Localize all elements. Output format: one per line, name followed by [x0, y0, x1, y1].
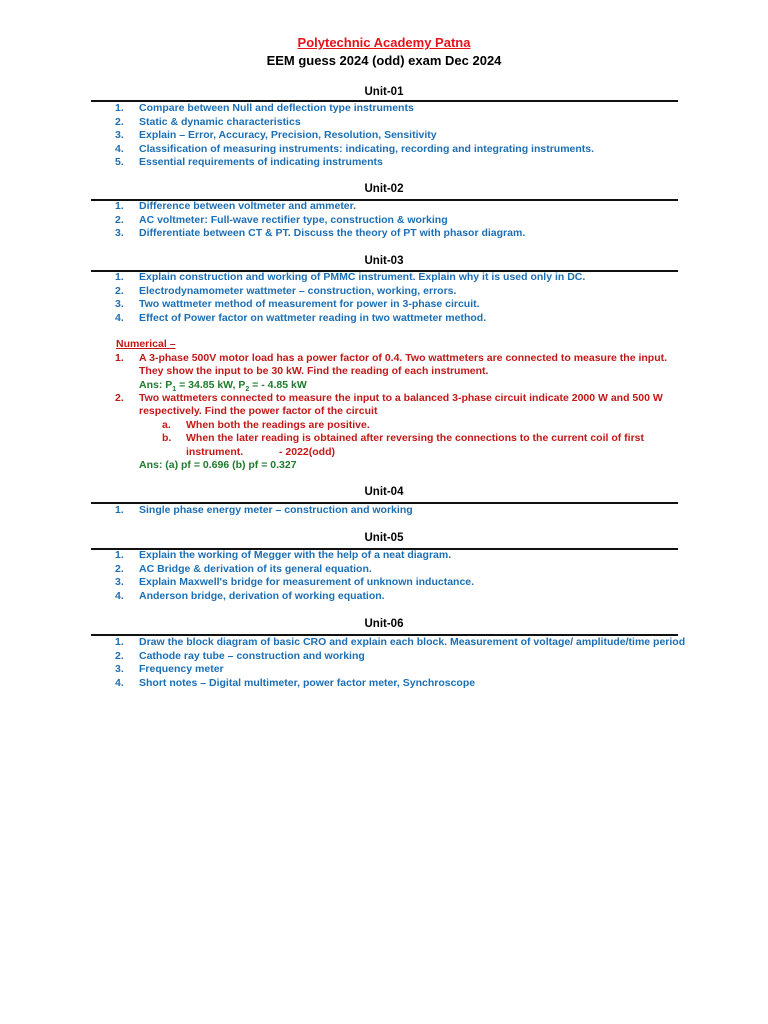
unit-02-heading: Unit-02	[364, 183, 404, 195]
unit-04-heading: Unit-04	[364, 486, 404, 498]
numerical-heading: Numerical –	[116, 338, 176, 350]
document-page: Polytechnic Academy Patna EEM guess 2024 (odd) exam Dec 2024 Unit-01 1. Compare between Null and deflection type instruments 2. Static & dynamic characteristics 3. Explain – Error, Accuracy, Precision, Resolution, Sensitivity 4. Classification of measuring instruments: indicating, recording and integrating instruments. 5. Essential requirements of indicating instruments Unit-02 1. Difference between voltmeter and ammeter. 2. AC voltmeter: Full-wave rectifier type, construction & working 3. Differentiate between CT & PT. Discuss the theory of PT with phasor diagram. Unit-03 1. Explain construction and working of PMMC instrument. Explain why it is used only in DC. 2. Electrodynamometer wattmeter – construction, working, errors. 3. Two wattmeter method of measurement for power in 3-phase circuit. 4. Effect of Power factor on wattmeter reading in two wattmeter method. Numerical – 1. A 3-phase 500V motor load has a power factor of 0.4. Two wattmeters are connected to measure the input. They show the input to be 30 kW. Find the reading of each instrument. Ans: $P_1 = 34.85$ kW, $P_2$ = - 4.85 kW 2. Two wattmeters connected to measure the input to a balanced 3-phase circuit indicate 2000 W and 500 W respectively. Find the power factor of the circuit a. When both the readings are positive. b. When the later reading is obtained after reversing the connections to the current coil of first instrument. - 2022(odd) Ans: (a) pf = 0.696 (b) pf = 0.327 Unit-04 1. Single phase energy meter – construction and working Unit-05 1. Explain the working of Megger with the help of a neat diagram. 2. AC Bridge & derivation of its general equation. 3. Explain Maxwell's bridge for measurement of unknown inductance. 4. Anderson bridge, derivation of working equation. Unit-06 1. Draw the block diagram of basic CRO and explain each block. Measurement of voltage/ amplitude/time period 2. Cathode ray tube – construction and working 3. Frequency meter 4. Short notes – Digital multimeter, power factor meter, Synchroscope	[0, 0, 768, 1024]
unit-03-heading: Unit-03	[364, 255, 404, 267]
unit-06-heading: Unit-06	[364, 618, 404, 630]
unit-01-heading: Unit-01	[364, 86, 404, 98]
institute-title: Polytechnic Academy Patna	[297, 35, 471, 50]
year-tag: - 2022(odd)	[279, 446, 336, 458]
unit-05-heading: Unit-05	[364, 532, 404, 544]
exam-title: EEM guess 2024 (odd) exam Dec 2024	[266, 53, 502, 68]
